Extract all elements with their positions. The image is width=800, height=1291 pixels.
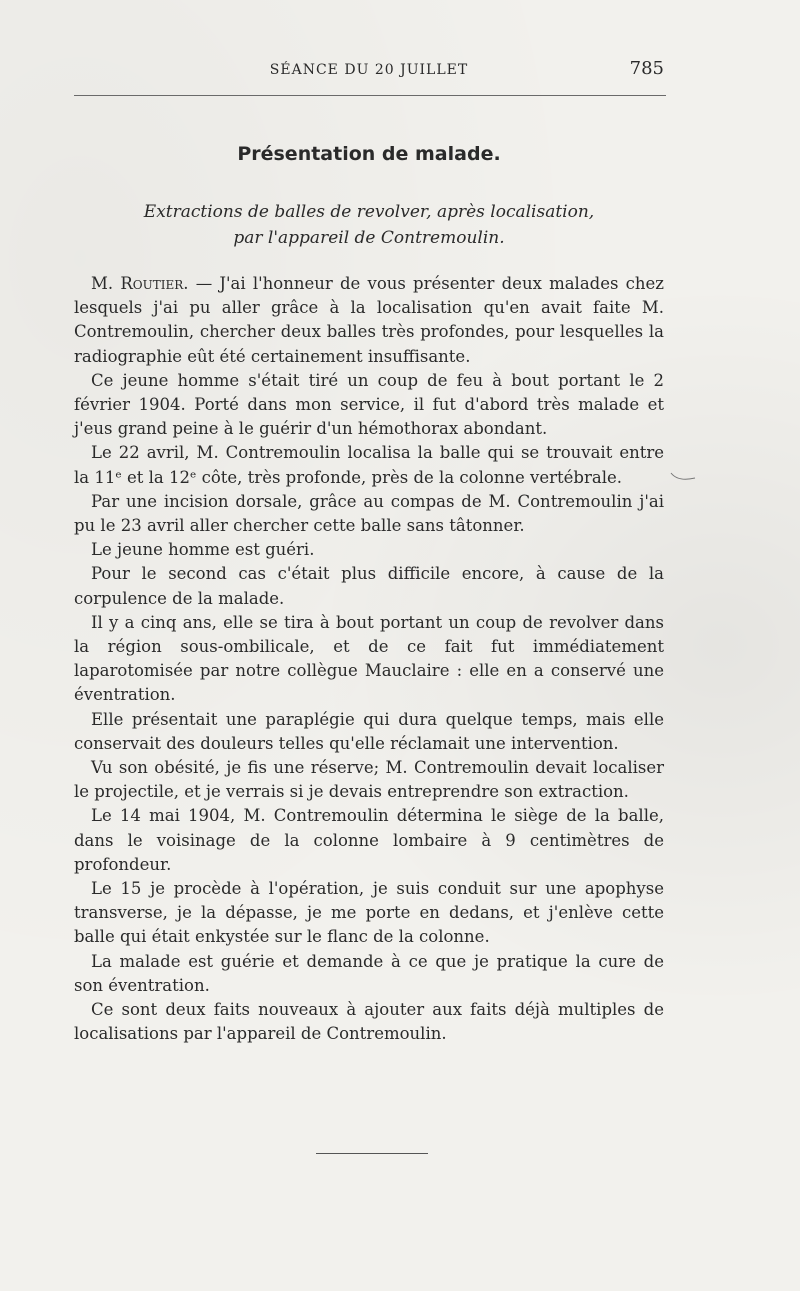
paragraph-4: Par une incision dorsale, grâce au compas de M. Contremoulin j'ai pu le 23 avril aller chercher cette balle sans tâtonner. — [74, 491, 664, 536]
article-body — [74, 272, 664, 1047]
paragraph-7: Il y a cinq ans, elle se tira à bout portant un coup de revolver dans la région sous-ombilicale, et de ce fait fut immédiatement laparotomisée par notre collègue Mauclaire : elle en a conservé une éventration. — [74, 612, 664, 705]
paragraph-8: Elle présentait une paraplégie qui dura quelque temps, mais elle conservait des douleurs telles qu'elle réclamait une intervention. — [74, 709, 664, 753]
paragraph-9: Vu son obésité, je fis une réserve; M. Contremoulin devait localiser le projectile, et je verrais si je devais entreprendre son extraction. — [74, 758, 664, 802]
paragraph-1 — [74, 272, 664, 369]
paragraph-3: Le 22 avril, M. Contremoulin localisa la balle qui se trouvait entre la 11ᵉ et la 12ᵉ côte, très profonde, près de la colonne vertébrale. — [74, 443, 664, 487]
page-number: 785 — [629, 58, 664, 79]
running-title: SÉANCE DU 20 JUILLET — [269, 62, 469, 78]
paragraph-10: Le 14 mai 1904, M. Contremoulin détermina le siège de la balle, dans le voisinage de la colonne lombaire à 9 centimètres de profondeur. — [74, 806, 664, 874]
speaker-name: M. Routier. — [91, 274, 189, 293]
paragraph-6: Pour le second cas c'était plus difficile encore, à cause de la corpulence de la malade. — [74, 564, 664, 608]
subtitle-line-2: par l'appareil de Contremoulin. — [233, 228, 505, 248]
paragraph-13: Ce sont deux faits nouveaux à ajouter aux faits déjà multiples de localisations par l'appareil de Contremoulin. — [74, 1000, 664, 1044]
section-title: Présentation de malade. — [237, 143, 501, 165]
margin-mark — [670, 470, 696, 484]
subtitle-line-1: Extractions de balles de revolver, après localisation, — [143, 202, 595, 222]
paragraph-12: La malade est guérie et demande à ce que je pratique la cure de son éventration. — [74, 951, 664, 995]
running-head — [74, 58, 664, 82]
paragraph-11: Le 15 je procède à l'opération, je suis conduit sur une apophyse transverse, je la dépasse, je me porte en dedans, et j'enlève cette balle qui était enkystée sur le flanc de la colonne. — [74, 879, 664, 947]
paragraph-1-text: — J'ai l'honneur de vous présenter deux malades chez lesquels j'ai pu aller grâce à la localisation qu'en avait faite M. Contremoulin, chercher deux balles très profondes, pour lesquelles la radiographie eût été certainement insuffisante. — [74, 274, 664, 366]
end-divider — [316, 1153, 428, 1154]
header-divider — [74, 95, 666, 96]
paragraph-5: Le jeune homme est guéri. — [91, 540, 315, 560]
paragraph-2: Ce jeune homme s'était tiré un coup de feu à bout portant le 2 février 1904. Porté dans mon service, il fut d'abord très malade et j'eus grand peine à le guérir d'un hémothorax abondant. — [74, 370, 664, 439]
